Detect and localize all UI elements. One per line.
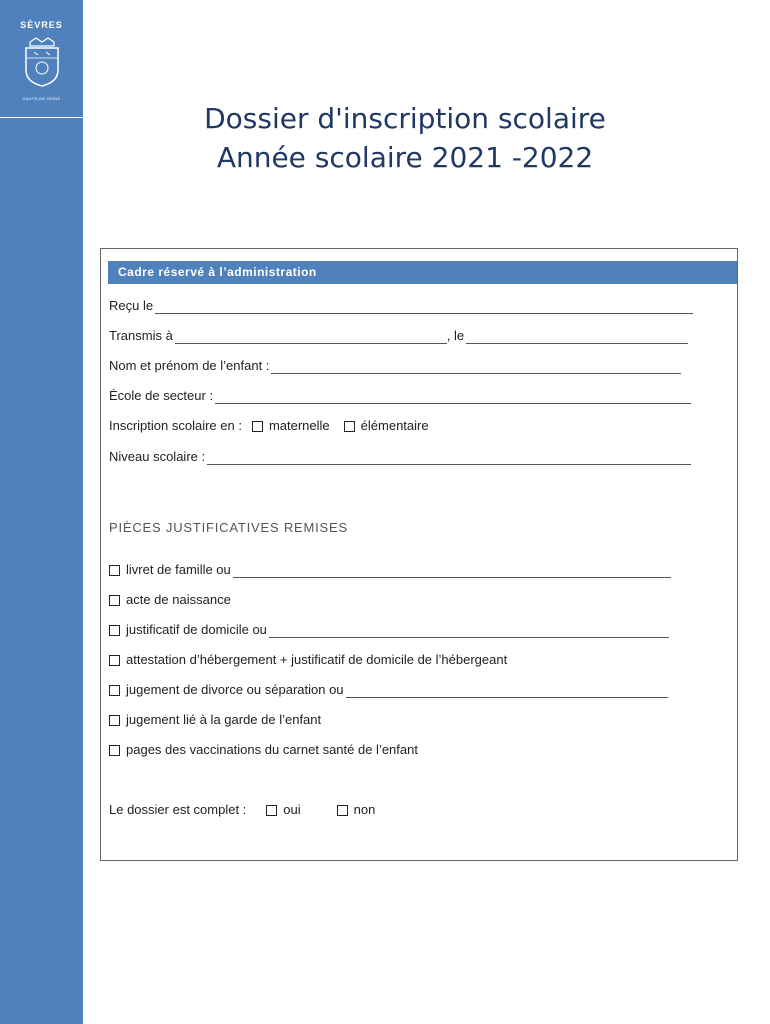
piece-item (109, 652, 507, 668)
nom-label: Nom et prénom de l’enfant : (109, 358, 270, 373)
complet-label: Le dossier est complet : (109, 802, 247, 817)
piece-label: livret de famille ou (126, 562, 231, 577)
non-label: non (353, 802, 376, 817)
oui-checkbox[interactable] (266, 805, 277, 816)
school-year-title: Année scolaire 2021 -2022 (216, 141, 594, 174)
maternelle-label: maternelle (268, 418, 330, 433)
document-title: Dossier d'inscription scolaire (204, 102, 606, 135)
piece-label: attestation d’hébergement + justificatif de domicile de l’hébergeant (126, 652, 508, 667)
elementaire-checkbox[interactable] (344, 421, 355, 432)
niveau-label: Niveau scolaire : (109, 449, 206, 464)
piece-field[interactable] (269, 625, 669, 638)
transmis-row (109, 328, 688, 344)
piece-item (109, 712, 321, 728)
piece-checkbox[interactable] (109, 715, 120, 726)
inscription-row (109, 418, 429, 434)
transmis-date-field[interactable] (466, 331, 688, 344)
piece-checkbox[interactable] (109, 655, 120, 666)
nom-row (109, 358, 681, 374)
niveau-row (109, 449, 691, 465)
pieces-section-title: PIÈCES JUSTIFICATIVES REMISES (109, 520, 348, 535)
piece-checkbox[interactable] (109, 595, 120, 606)
piece-item (109, 562, 671, 578)
piece-field[interactable] (233, 565, 671, 578)
admin-frame-header: Cadre réservé à l’administration (108, 261, 737, 284)
oui-label: oui (283, 802, 301, 817)
piece-item (109, 682, 668, 698)
admin-frame (100, 248, 738, 861)
ecole-field[interactable] (215, 391, 691, 404)
niveau-field[interactable] (207, 452, 691, 465)
piece-field[interactable] (346, 685, 668, 698)
piece-label: jugement de divorce ou séparation ou (126, 682, 344, 697)
piece-checkbox[interactable] (109, 565, 120, 576)
city-name: SÈVRES (20, 20, 63, 30)
ecole-label: École de secteur : (109, 388, 214, 403)
piece-item (109, 622, 669, 638)
recu-field[interactable] (155, 301, 693, 314)
piece-checkbox[interactable] (109, 685, 120, 696)
piece-checkbox[interactable] (109, 625, 120, 636)
nom-field[interactable] (271, 361, 681, 374)
le-label: , le (446, 328, 465, 343)
inscription-label: Inscription scolaire en : (109, 418, 242, 433)
piece-label: acte de naissance (126, 592, 231, 607)
sidebar-band (0, 0, 83, 1024)
ecole-row (109, 388, 691, 404)
sidebar-divider (0, 117, 83, 118)
transmis-field[interactable] (175, 331, 447, 344)
city-crest-logo (22, 36, 62, 88)
city-subtitle: HAUTS-DE-SEINE (22, 96, 61, 101)
non-checkbox[interactable] (337, 805, 348, 816)
piece-item (109, 592, 231, 608)
elementaire-label: élémentaire (360, 418, 429, 433)
maternelle-checkbox[interactable] (252, 421, 263, 432)
transmis-label: Transmis à (109, 328, 173, 343)
recu-label: Reçu le (109, 298, 154, 313)
complet-row (109, 802, 375, 818)
piece-item (109, 742, 418, 758)
piece-checkbox[interactable] (109, 745, 120, 756)
piece-label: pages des vaccinations du carnet santé de l’enfant (126, 742, 418, 757)
recu-row (109, 298, 693, 314)
piece-label: justificatif de domicile ou (126, 622, 267, 637)
piece-label: jugement lié à la garde de l’enfant (126, 712, 322, 727)
